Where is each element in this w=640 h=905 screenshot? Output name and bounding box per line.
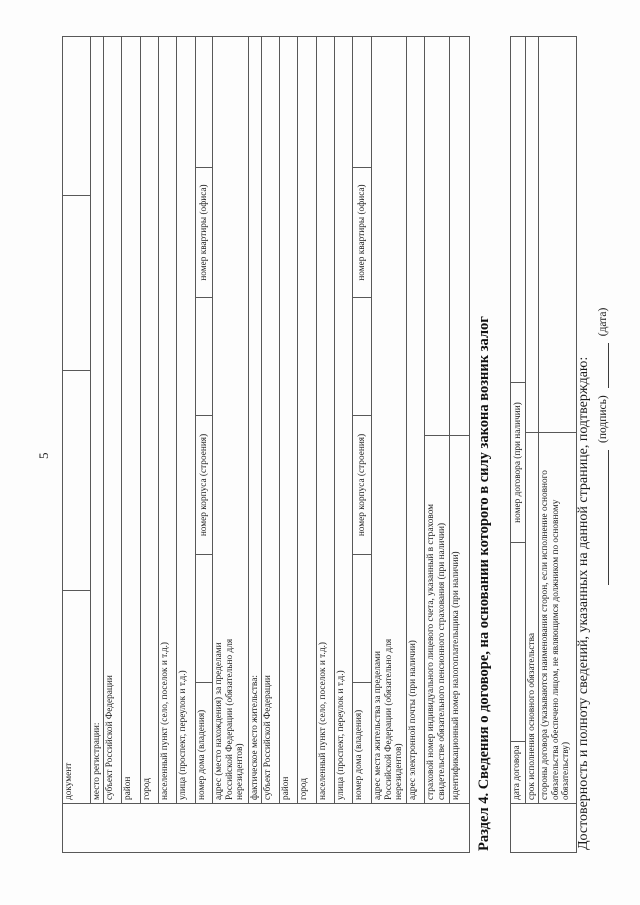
form-row [121, 37, 140, 803]
row-number-column [63, 803, 469, 852]
date-label: (дата) [597, 307, 609, 337]
field-label-cell [372, 37, 406, 803]
form-row [103, 37, 121, 803]
field-label: номер квартиры (офиса) [356, 184, 367, 281]
field-label-cell [353, 416, 371, 555]
field-label: улица (проспект, переулок и т.д.) [336, 670, 346, 800]
form-row [511, 37, 525, 803]
form-row [334, 37, 352, 803]
field-label: Российской Федерации (обязательно для [224, 638, 235, 800]
field-label: улица (проспект, переулок и т.д.) [178, 670, 188, 800]
field-label-cell [141, 37, 158, 803]
field-label-cell [526, 433, 538, 803]
field-label-cell [353, 683, 371, 803]
field-label: нерезидентов) [394, 743, 405, 800]
field-label-cell [122, 37, 140, 803]
signature-row [597, 308, 609, 585]
field-label-cell [177, 37, 195, 803]
field-value-cell [353, 37, 371, 168]
form-row [371, 37, 406, 803]
field-label: обязательства обеспечено лицом, не являющимся должником по основному [550, 499, 561, 800]
form-row [90, 37, 103, 803]
field-label-cell [262, 37, 279, 803]
form-row [424, 37, 449, 803]
form-row [248, 37, 261, 803]
field-label: субъект Российской Федерации [105, 675, 115, 800]
field-label: город [142, 778, 152, 800]
field-label-cell [91, 37, 103, 803]
form-row [316, 37, 334, 803]
field-label: район [123, 776, 133, 800]
field-label: район [281, 776, 291, 800]
field-label-cell [196, 168, 212, 298]
field-value-cell [450, 37, 469, 436]
field-label: документ [64, 762, 74, 800]
form-row [297, 37, 316, 803]
form-row [212, 37, 248, 803]
field-label: страховой номер индивидуального лицевого счета, указанный в страховом [426, 503, 436, 800]
field-label-cell [511, 742, 525, 803]
field-label-cell [159, 37, 176, 803]
field-value-cell [63, 37, 90, 196]
field-value-cell [63, 371, 90, 591]
field-label-cell [353, 168, 371, 298]
field-label: населенный пункт (село, поселок и т.д.) [160, 642, 170, 800]
field-label: адрес места жительства за пределами [373, 651, 383, 800]
section4-title: Раздел 4. Сведения о договоре, на основании которого в силу закона возник залог [476, 316, 492, 851]
field-label-cell [249, 37, 261, 803]
field-label: свидетельстве обязательного пенсионного страхования (при наличии) [436, 522, 447, 800]
field-label: идентификационный номер налогоплательщика (при наличии) [451, 551, 461, 800]
form-row [158, 37, 176, 803]
form-row [279, 37, 297, 803]
field-label: номер дома (владения) [197, 709, 207, 800]
field-value-cell [539, 37, 576, 433]
field-value-cell [353, 298, 371, 416]
field-label-cell [335, 37, 352, 803]
form-row [176, 37, 195, 803]
field-value-cell [511, 37, 525, 383]
field-label: дата договора [512, 745, 522, 800]
field-label: срок исполнения основного обязательства [527, 633, 537, 800]
field-label: Российской Федерации (обязательно для [383, 638, 394, 800]
field-label-cell [63, 591, 90, 803]
field-label-cell [407, 37, 424, 803]
field-label: номер договора (при наличии) [512, 402, 523, 523]
form-row [352, 37, 371, 803]
field-value-cell [425, 37, 449, 436]
contract-details-table [510, 36, 577, 853]
form-row [261, 37, 279, 803]
form-row [63, 37, 90, 803]
field-label: нерезидентов) [235, 743, 246, 800]
form-row [538, 37, 576, 803]
form-row [140, 37, 158, 803]
signature-label: (подпись) [597, 395, 609, 443]
form-row [449, 37, 469, 803]
field-value-cell [511, 543, 525, 742]
form-row [195, 37, 212, 803]
field-value-cell [526, 37, 538, 433]
field-label: адрес электронной почты (при наличии) [408, 640, 418, 800]
address-details-table [62, 36, 470, 853]
field-label: стороны договора (указываются наименования сторон, если исполнение основного [540, 470, 550, 800]
field-label: субъект Российской Федерации [263, 675, 273, 800]
page-number: 5 [36, 452, 51, 459]
field-label-cell [425, 436, 449, 803]
row-number-column [511, 803, 576, 852]
field-label: место регистрации: [92, 722, 102, 800]
field-label-cell [298, 37, 316, 803]
confirmation-statement: Достоверность и полноту сведений, указанных на данной странице, подтверждаю: [576, 356, 591, 850]
field-label: номер квартиры (офиса) [198, 184, 209, 281]
field-label: фактическое место жительства: [250, 675, 260, 800]
field-label-cell [317, 37, 334, 803]
field-label-cell [450, 436, 469, 803]
field-label-cell [213, 37, 248, 803]
field-value-cell [196, 555, 212, 683]
field-label: город [299, 778, 309, 800]
signature-blank [597, 450, 609, 585]
date-blank [597, 343, 609, 388]
form-row [525, 37, 538, 803]
field-value-cell [353, 555, 371, 683]
field-label: номер дома (владения) [354, 709, 364, 800]
field-value-cell [63, 196, 90, 371]
field-label: обязательству) [561, 741, 572, 800]
field-label-cell [196, 416, 212, 555]
field-label: номер корпуса (строения) [356, 433, 367, 537]
field-label-cell [280, 37, 297, 803]
form-row [406, 37, 424, 803]
field-label-cell [104, 37, 121, 803]
field-label-cell [539, 433, 576, 803]
field-label: номер корпуса (строения) [198, 433, 209, 537]
field-label: адрес (место нахождения) за пределами [214, 642, 224, 800]
field-label-cell [196, 683, 212, 803]
field-label-cell [511, 383, 525, 543]
field-label: населенный пункт (село, поселок и т.д.) [318, 642, 328, 800]
field-value-cell [196, 37, 212, 168]
field-value-cell [196, 298, 212, 416]
